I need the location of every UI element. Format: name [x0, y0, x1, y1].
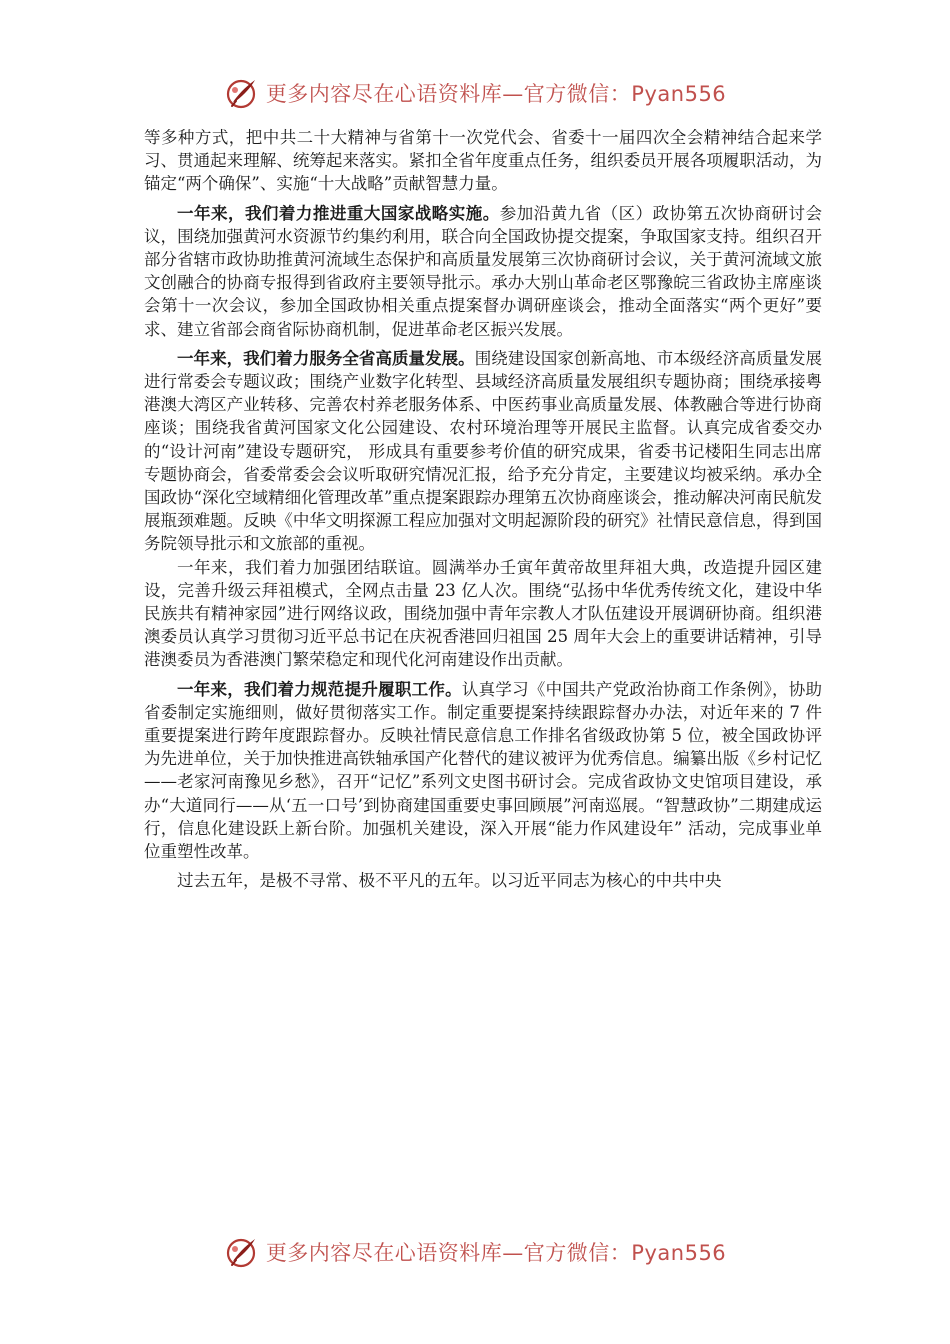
- paragraph-high-quality-development: [144, 347, 822, 556]
- watermark-text: 更多内容尽在心语资料库—官方微信：Pyan556: [265, 1241, 727, 1265]
- paragraph-lead: 一年来，我们着力推进重大国家战略实施。: [177, 203, 500, 223]
- quill-pen-logo-icon: [224, 75, 260, 111]
- header-watermark-banner: [0, 71, 950, 115]
- paragraph-text: 过去五年，是极不寻常、极不平凡的五年。以习近平同志为核心的中共中央: [177, 871, 722, 891]
- paragraph-text: 围绕建设国家创新高地、市本级经济高质量发展进行常委会专题议政；围绕产业数字化转型、县域经济高质量发展组织专题协商；围绕承接粤港澳大湾区产业转移、完善农村养老服务体系、中医药事业高质量发展、体教融合等进行协商座谈；围绕我省黄河国家文化公园建设、农村环境治理等开展民主监督。认真完成省委交办的“设计河南”建设专题研究， 形成具有重要参考价值的研究成果，省委书记楼阳生同志出席专题协商会，省委常委会会议听取研究情况汇报，给予充分肯定，主要建议均被采纳。承办全国政协“深化空域精细化管理改革”重点提案跟踪办理第五次协商座谈会，推动解决河南民航发展瓶颈难题。反映《中华文明探源工程应加强对文明起源阶段的研究》社情民意信息，得到国务院领导批示和文旅部的重视。: [144, 348, 823, 554]
- paragraph-unity-friendship: [144, 556, 822, 672]
- quill-pen-logo-icon: [224, 1234, 260, 1270]
- paragraph-lead: 一年来，我们着力规范提升履职工作。: [177, 679, 462, 699]
- paragraph-text: 一年来，我们着力加强团结联谊。圆满举办壬寅年黄帝故里拜祖大典，改造提升园区建设，完善升级云拜祖模式，全网点击量 23 亿人次。围绕“弘扬中华优秀传统文化，建设中华民族共有精神家园”进行网络议政，围绕加强中青年宗教人才队伍建设开展调研协商。组织港澳委员认真学习贯彻习近平总书记在庆祝香港回归祖国 25 周年大会上的重要讲话精神，引导港澳委员为香港澳门繁荣稳定和现代化河南建设作出贡献。: [144, 557, 822, 670]
- paragraph-national-strategy: [144, 202, 822, 341]
- paragraph-duty-performance: [144, 678, 822, 864]
- footer-watermark-banner: [0, 1230, 950, 1274]
- watermark-text: 更多内容尽在心语资料库—官方微信：Pyan556: [265, 82, 727, 106]
- paragraph-text: 认真学习《中国共产党政治协商工作条例》，协助省委制定实施细则，做好贯彻落实工作。制定重要提案持续跟踪督办办法，对近年来的 7 件重要提案进行跨年度跟踪督办。反映社情民意信息工作排名省级政协第 5 位，被全国政协评为先进单位，关于加快推进高铁轴承国产化替代的建议被评为优秀信息。编纂出版《乡村记忆——老家河南豫见乡愁》，召开“记忆”系列文史图书研讨会。完成省政协文史馆项目建设，承办“大道同行——从‘五一口号’到协商建国重要史事回顾展”河南巡展。“智慧政协”二期建成运行，信息化建设跃上新台阶。加强机关建设，深入开展“能力作风建设年” 活动，完成事业单位重塑性改革。: [144, 679, 823, 862]
- paragraph-intro: [144, 126, 822, 196]
- paragraph-text: 等多种方式，把中共二十大精神与省第十一次党代会、省委十一届四次全会精神结合起来学习、贯通起来理解、统筹起来落实。紧扣全省年度重点任务，组织委员开展各项履职活动，为锚定“两个确保”、实施“十大战略”贡献智慧力量。: [144, 128, 822, 194]
- paragraph-past-five-years: [144, 869, 822, 892]
- paragraph-text: 参加沿黄九省（区）政协第五次协商研讨会议，围绕加强黄河水资源节约集约利用，联合向全国政协提交提案，争取国家支持。组织召开部分省辖市政协助推黄河流域生态保护和高质量发展第三次协商研讨会议，关于黄河流域文旅文创融合的协商专报得到省政府主要领导批示。承办大别山革命老区鄂豫皖三省政协主席座谈会第十一次会议，参加全国政协相关重点提案督办调研座谈会，推动全面落实“两个更好”要求、建立省部会商省际协商机制，促进革命老区振兴发展。: [144, 203, 823, 339]
- document-body: [144, 126, 822, 893]
- paragraph-lead: 一年来，我们着力服务全省高质量发展。: [177, 348, 475, 368]
